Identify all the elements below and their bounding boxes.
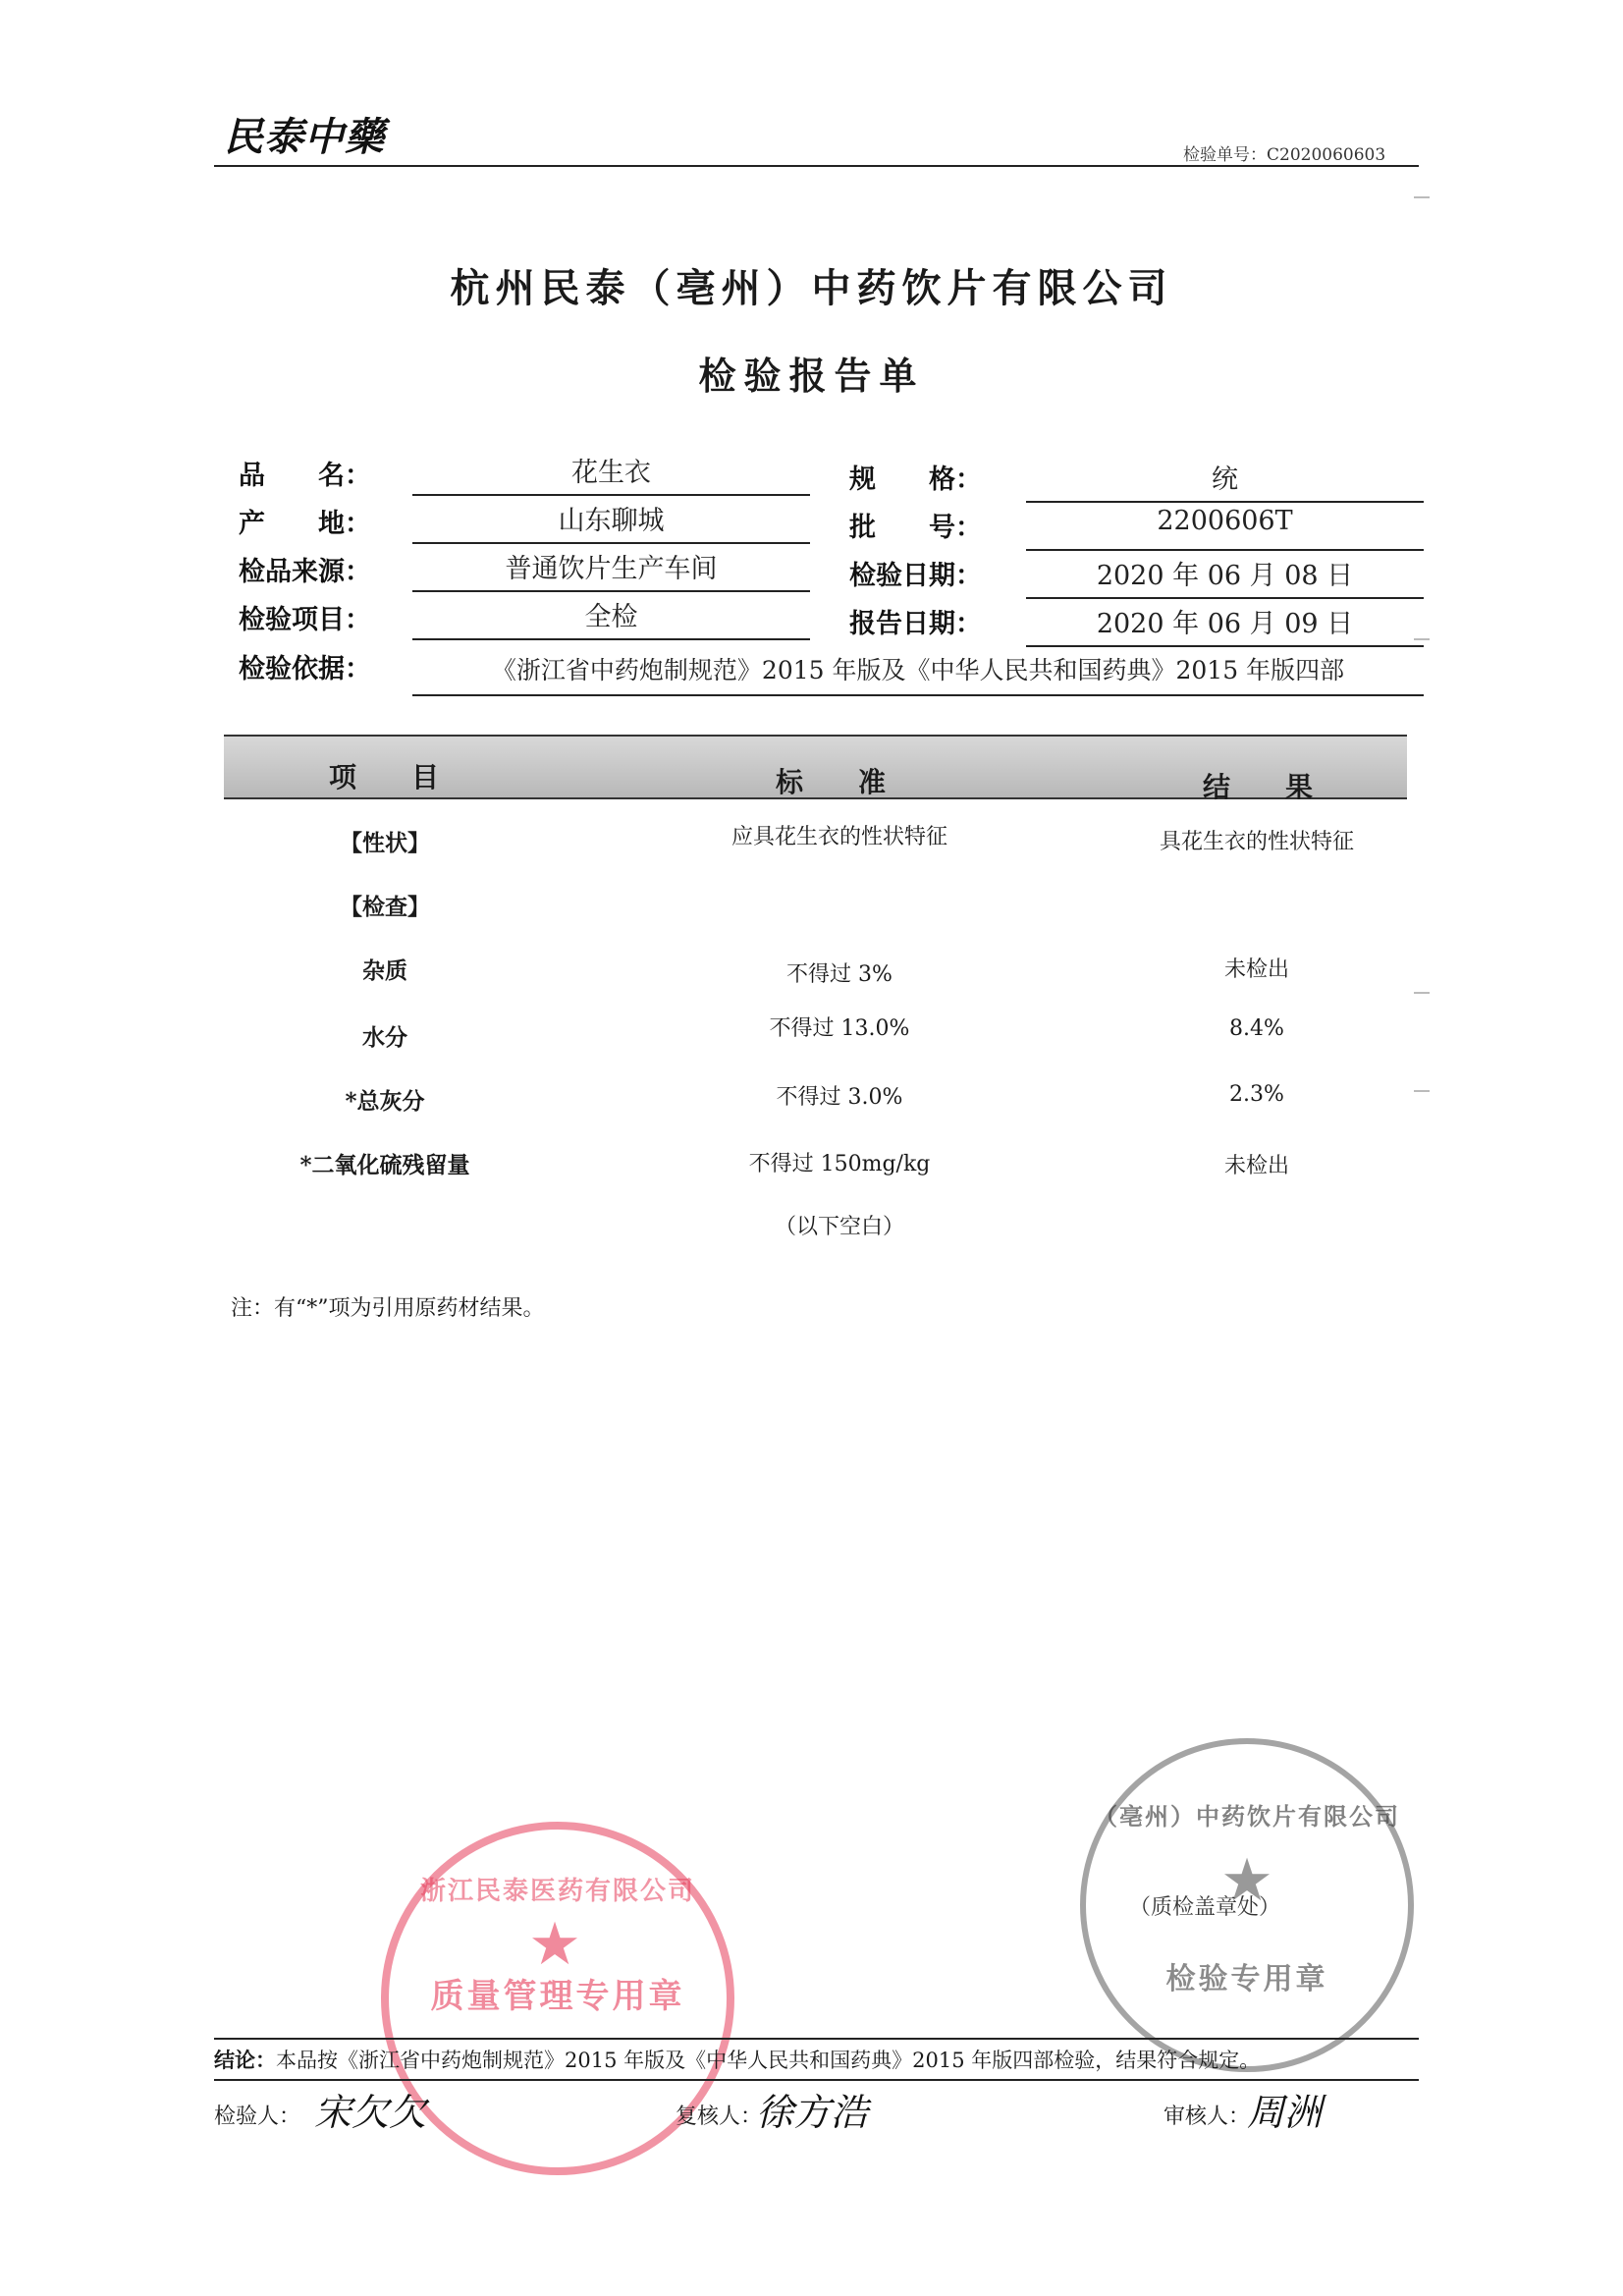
scan-artifact — [1414, 638, 1430, 640]
table-header-result: 结 果 — [1203, 771, 1314, 803]
qc-stamp-note: （质检盖章处） — [1129, 1895, 1281, 1920]
spec-label: 规 格： — [849, 465, 982, 495]
row-item-impurity: 杂质 — [362, 957, 407, 984]
row-result-appearance: 具花生衣的性状特征 — [1159, 830, 1354, 854]
conclusion-text: 本品按《浙江省中药炮制规范》2015 年版及《中华人民共和国药典》2015 年版四部检验，结果符合规定。 — [276, 2049, 1261, 2072]
table-header-item: 项 目 — [329, 761, 440, 793]
company-logo: 民泰中藥 — [224, 114, 385, 160]
row-result-moisture: 8.4% — [1229, 1016, 1284, 1041]
document-title: 检验报告单 — [698, 354, 925, 398]
origin-label: 产 地： — [239, 509, 371, 539]
gray-seal-bottom-text: 检验专用章 — [1165, 1962, 1328, 1996]
source-label: 检品来源： — [239, 557, 371, 587]
conclusion-bottom-rule — [214, 2079, 1419, 2081]
product-name-label: 品 名： — [239, 461, 371, 491]
footnote: 注：有“*”项为引用原药材结果。 — [231, 1296, 545, 1321]
gray-seal-top-text: （亳州）中药饮片有限公司 — [1094, 1802, 1400, 1831]
spec-value: 统 — [1026, 458, 1424, 503]
inspector-signature: 宋欠欠 — [314, 2091, 427, 2134]
gray-seal-star-icon: ★ — [1220, 1846, 1273, 1915]
scan-artifact — [1414, 1090, 1430, 1092]
approver-signature: 周洲 — [1247, 2091, 1323, 2134]
report-date-label: 报告日期： — [849, 609, 982, 639]
report-number — [1183, 140, 1385, 165]
red-seal-star-icon: ★ — [528, 1910, 581, 1979]
row-result-ash: 2.3% — [1229, 1082, 1284, 1107]
report-date-value: 2020 年 06 月 09 日 — [1026, 602, 1424, 647]
table-blank-note: （以下空白） — [774, 1215, 904, 1239]
row-standard-impurity: 不得过 3% — [786, 962, 893, 987]
row-result-so2: 未检出 — [1223, 1154, 1289, 1178]
basis-value: 《浙江省中药炮制规范》2015 年版及《中华人民共和国药典》2015 年版四部 — [412, 651, 1424, 696]
report-number-label: 检验单号： — [1183, 145, 1267, 165]
row-standard-so2: 不得过 150mg/kg — [748, 1152, 931, 1176]
product-name-value: 花生衣 — [412, 451, 810, 496]
item-value: 全检 — [412, 595, 810, 640]
row-item-appearance: 【性状】 — [340, 830, 430, 856]
row-item-so2: *二氧化硫残留量 — [299, 1152, 470, 1178]
table-header-standard: 标 准 — [776, 766, 887, 798]
conclusion — [214, 2045, 1260, 2074]
reviewer-signature: 徐方浩 — [756, 2091, 869, 2134]
row-item-inspection: 【检查】 — [340, 894, 430, 920]
scan-artifact — [1414, 992, 1430, 994]
inspector-label: 检验人： — [214, 2105, 301, 2129]
basis-label: 检验依据： — [239, 654, 371, 684]
header-divider — [214, 165, 1419, 167]
company-title: 杭州民泰（亳州）中药饮片有限公司 — [450, 265, 1173, 311]
row-item-ash: *总灰分 — [345, 1088, 425, 1115]
row-standard-ash: 不得过 3.0% — [776, 1085, 903, 1110]
red-seal-bottom-text: 质量管理专用章 — [430, 1977, 685, 2016]
conclusion-top-rule — [214, 2038, 1419, 2040]
origin-value: 山东聊城 — [412, 499, 810, 544]
approver-label: 审核人： — [1163, 2105, 1251, 2129]
scan-artifact — [1414, 196, 1430, 198]
row-standard-moisture: 不得过 13.0% — [769, 1016, 910, 1041]
batch-value: 2200606T — [1026, 506, 1424, 551]
report-number-value: C2020060603 — [1267, 145, 1386, 165]
test-date-label: 检验日期： — [849, 561, 982, 591]
item-label: 检验项目： — [239, 605, 371, 635]
source-value: 普通饮片生产车间 — [412, 547, 810, 592]
red-seal-top-text: 浙江民泰医药有限公司 — [419, 1877, 695, 1906]
row-result-impurity: 未检出 — [1223, 957, 1289, 982]
reviewer-label: 复核人： — [676, 2105, 763, 2129]
batch-label: 批 号： — [849, 513, 982, 543]
row-item-moisture: 水分 — [362, 1024, 407, 1051]
row-standard-appearance: 应具花生衣的性状特征 — [730, 825, 947, 849]
test-date-value: 2020 年 06 月 08 日 — [1026, 554, 1424, 599]
conclusion-label: 结论： — [214, 2048, 276, 2072]
